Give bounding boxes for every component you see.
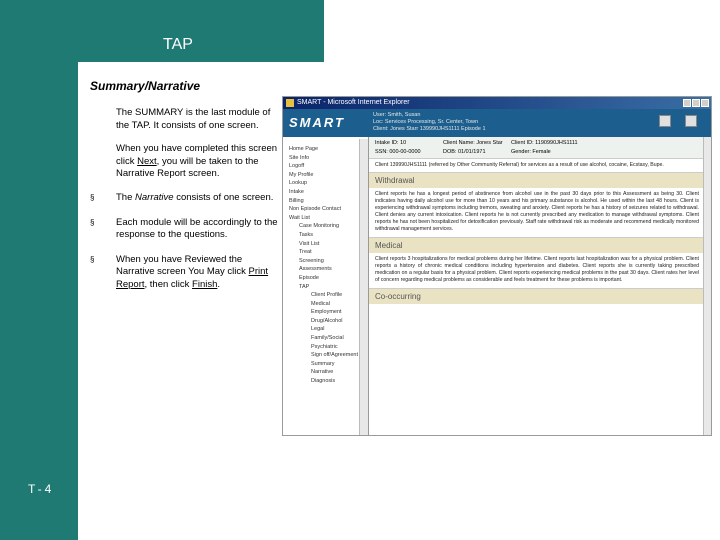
nav-item[interactable]: Assessments — [299, 266, 332, 273]
window-controls — [683, 99, 709, 107]
finish-link[interactable]: Finish — [192, 278, 218, 290]
nav-item[interactable]: Summary — [311, 360, 335, 367]
left-band — [0, 0, 78, 540]
nav-item[interactable]: Narrative — [311, 369, 334, 376]
nav-item[interactable]: Medical — [311, 300, 330, 307]
nav-item[interactable]: Psychiatric — [311, 343, 338, 350]
bullet-text: , then click — [144, 278, 193, 290]
window-title: SMART - Microsoft Internet Explorer — [297, 99, 410, 106]
header-tools — [659, 115, 697, 127]
nav-item[interactable]: Site Info — [289, 154, 310, 161]
bullet-text: When you have Reviewed the Narrative screen You May click — [116, 253, 249, 277]
bullet-text: The — [116, 192, 136, 203]
next-link[interactable]: Next — [137, 155, 157, 167]
referral-note: Client 139990JHS1111 (referred by Other Community Referral) for services as a result of use alcohol, cocaine, Ecstasy, Bupe. — [375, 162, 664, 168]
nav-item[interactable]: Visit List — [299, 240, 320, 247]
browser-titlebar — [283, 97, 711, 109]
bullet-finish — [90, 254, 280, 292]
nav-list — [289, 145, 368, 386]
ie-icon — [286, 99, 294, 107]
bullet-emphasis: Narrative — [135, 192, 174, 203]
next-instruction-pre: When you have completed this screen click — [116, 143, 278, 167]
bullet-text: . — [217, 278, 221, 290]
ssn: SSN: 000-00-0000 — [375, 149, 421, 155]
section-header: Withdrawal — [369, 172, 705, 188]
intake-id: Intake ID: 10 — [375, 140, 407, 146]
location-line: Loc: Services Processing, Sr. Center, Town — [373, 119, 479, 125]
nav-item[interactable]: Diagnosis — [311, 378, 336, 385]
content-pane — [369, 137, 705, 436]
gender: Gender: Female — [511, 149, 551, 155]
user-info — [373, 112, 486, 133]
nav-item[interactable]: My Profile — [289, 171, 314, 178]
dob: DOB: 01/01/1971 — [443, 149, 486, 155]
nav-item[interactable]: Lookup — [289, 180, 308, 187]
browser-screenshot — [282, 96, 712, 436]
slide-title: TAP — [163, 36, 193, 53]
print-icon[interactable] — [685, 115, 697, 127]
nav-item[interactable]: Non Episode Contact — [289, 206, 341, 213]
edit-icon[interactable] — [659, 115, 671, 127]
nav-item[interactable]: Treat — [299, 249, 312, 256]
nav-item[interactable]: Wait List — [289, 214, 310, 221]
page-number: T-4 — [28, 482, 55, 496]
bullet-narrative — [90, 192, 280, 205]
client-name: Client Name: Jones Star — [443, 140, 503, 146]
maximize-icon[interactable] — [692, 99, 700, 107]
nav-scrollbar[interactable] — [359, 139, 368, 435]
nav-item[interactable]: TAP — [299, 283, 310, 290]
minimize-icon[interactable] — [683, 99, 691, 107]
user-line: User: Smith, Susan — [373, 112, 421, 118]
intro-text — [116, 107, 286, 132]
client-info-row — [369, 137, 705, 159]
nav-item[interactable]: Intake — [289, 188, 304, 195]
next-instruction-post: , you will be taken to the Narrative Report screen. — [116, 155, 259, 179]
nav-pane — [283, 137, 369, 436]
nav-item[interactable]: Billing — [289, 197, 304, 204]
bullet-icon: § — [90, 193, 95, 202]
print-report-link[interactable]: Print Report — [116, 266, 269, 290]
nav-item[interactable]: Home Page — [289, 146, 319, 152]
bullet-modules — [90, 217, 280, 242]
content-scrollbar[interactable] — [703, 137, 711, 436]
nav-item[interactable]: Sign off/Agreement — [311, 352, 358, 359]
nav-item[interactable]: Screening — [299, 257, 324, 264]
bullet-list — [90, 192, 280, 303]
smart-logo: SMART — [289, 115, 345, 130]
intro-sentence: The SUMMARY is the last module of the TAP. It consists of one screen. — [116, 107, 271, 131]
nav-item[interactable]: Drug/Alcohol — [311, 317, 343, 324]
app-header — [283, 109, 712, 137]
nav-item[interactable]: Tasks — [299, 231, 314, 238]
client-id: Client ID: 1190990JHS1111 — [511, 140, 578, 146]
section-header: Co-occurring — [369, 288, 705, 304]
next-instruction — [116, 143, 286, 181]
close-icon[interactable] — [701, 99, 709, 107]
bullet-icon: § — [90, 254, 95, 264]
nav-item[interactable]: Logoff — [289, 163, 305, 170]
nav-item[interactable]: Legal — [311, 326, 325, 333]
nav-item[interactable]: Case Monitoring — [299, 223, 340, 230]
section-header: Medical — [369, 237, 705, 253]
bullet-text: Each module will be accordingly to the response to the questions. — [116, 216, 278, 240]
section-text: Client reports he has a longest period of abstinence from alcohol use in the past 30 days prior to this Assessment as being 30. Client indicates having daily alcohol use for more than 10 years and his primary substance is alcohol. He used within the last 48 hours. Client is experiencing withdrawal symptoms including tremors, sweating and anxiety. Client reports he has a history of seizures related to withdrawal. Client denies any current intoxication. Client reports he is not currently prescribed any medication to manage withdrawal symptoms. Client reports he has not been hospitalized for detoxification previously. Staff rate withdrawal risk as moderate and recommend medically monitored withdrawal management services. — [375, 191, 699, 232]
section-heading: Summary/Narrative — [90, 79, 201, 93]
bullet-icon: § — [90, 217, 95, 227]
section-text: Client reports 3 hospitalizations for medical problems during her lifetime. Client reports last hospitalization was for a physical problem. Client reports a history of chronic medical conditions including hypertension and diabetes. Client reports she is currently taking prescribed medication on a regular basis for a physical problem. Client reports experiencing medical problems in the past 30 days. Client rates her level of concern regarding medical problems as considerable and feels treatment for these problems is important. — [375, 256, 699, 283]
bullet-text: consists of one screen. — [173, 192, 274, 203]
narrative-sections — [369, 172, 705, 311]
nav-item[interactable]: Episode — [299, 274, 319, 281]
section-text — [369, 304, 705, 311]
client-line: Client: Jones Starr 139990JHS1111 Episode 1 — [373, 126, 486, 132]
nav-item[interactable]: Family/Social — [311, 335, 344, 342]
nav-item[interactable]: Employment — [311, 309, 342, 316]
nav-item[interactable]: Client Profile — [311, 292, 343, 299]
